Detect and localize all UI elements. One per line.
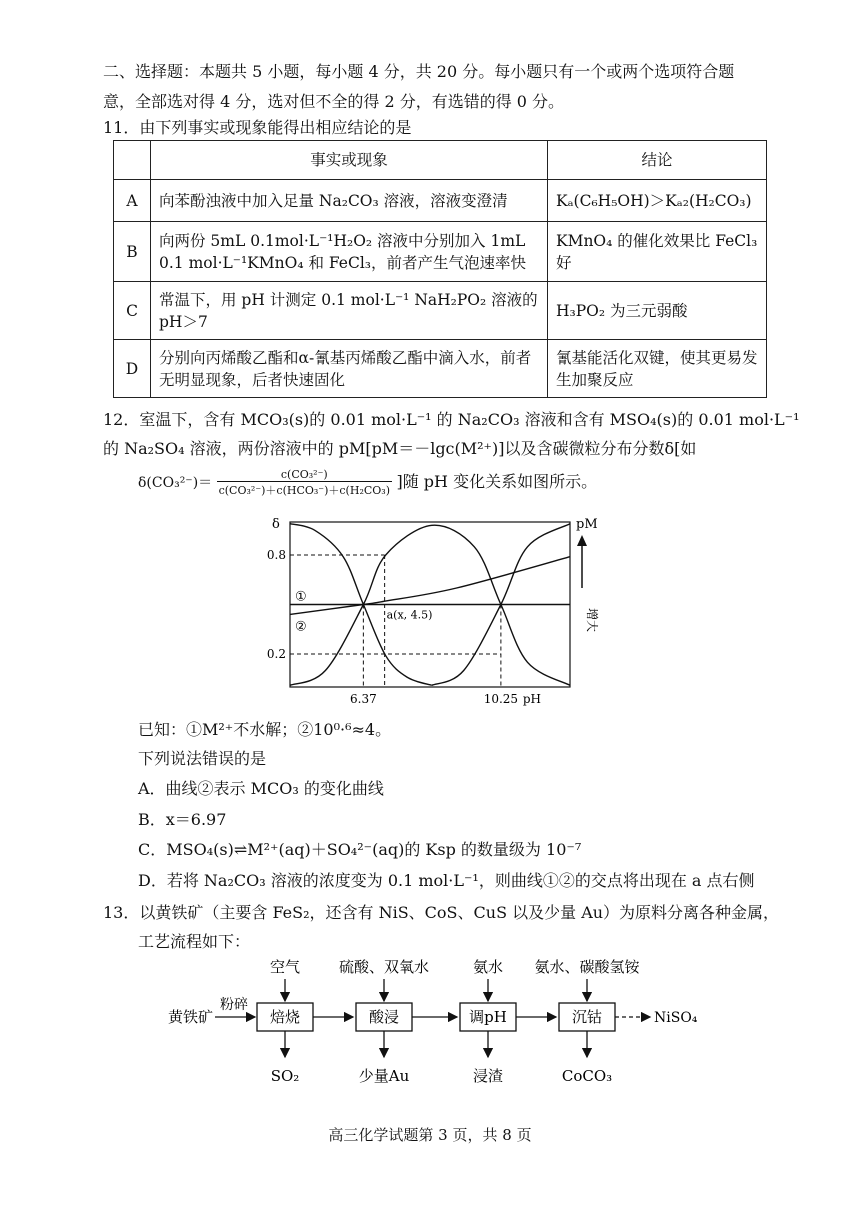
y-axis-label-delta: δ <box>272 517 280 532</box>
x-tick-label: 6.37 <box>350 692 377 706</box>
y-axis-label-pm: pM <box>576 517 598 532</box>
flow-input: 黄铁矿 <box>168 1008 214 1026</box>
q12-option-d: D．若将 Na₂CO₃ 溶液的浓度变为 0.1 mol·L⁻¹，则曲线①②的交点将出现在 a 点右侧 <box>138 871 755 890</box>
header-fact: 事实或现象 <box>151 141 548 180</box>
ph-distribution-chart <box>260 510 600 710</box>
flow-input-step: 粉碎 <box>220 997 248 1013</box>
row-fact: 常温下，用 pH 计测定 0.1 mol·L⁻¹ NaH₂PO₂ 溶液的 pH＞7 <box>151 282 548 340</box>
y-tick-label: 0.2 <box>266 647 286 661</box>
flow-box-cobalt-label: 沉钴 <box>571 1008 603 1026</box>
series-line-4 <box>290 557 570 615</box>
curve-label-1: ① <box>295 589 307 605</box>
flow-box-roast-label: 焙烧 <box>269 1008 301 1026</box>
q12-option-b: B．x＝6.97 <box>138 810 227 829</box>
section-instruction-2: 意，全部选对得 4 分，选对但不全的得 2 分，有选错的得 0 分。 <box>103 92 565 111</box>
flow-bottom-label: SO₂ <box>270 1067 300 1085</box>
table-row <box>114 282 767 340</box>
q12-stem-2: 的 Na₂SO₄ 溶液，两份溶液中的 pM[pM＝－lgc(M²⁺)]以及含碳微粒分布分数δ[如 <box>103 439 697 458</box>
row-conclusion: 氰基能活化双键，使其更易发生加聚反应 <box>548 340 767 398</box>
flow-box-leach-label: 酸浸 <box>368 1008 400 1026</box>
formula-lhs: δ(CO₃²⁻)＝ <box>138 475 213 491</box>
q12-stem-1: 12．室温下，含有 MCO₃(s)的 0.01 mol·L⁻¹ 的 Na₂CO₃ 溶液和含有 MSO₄(s)的 0.01 mol·L⁻¹ <box>103 410 800 429</box>
flow-top-label: 空气 <box>269 958 301 976</box>
table-row <box>114 180 767 222</box>
row-conclusion: H₃PO₂ 为三元弱酸 <box>548 282 767 340</box>
formula-denominator: c(CO₃²⁻)＋c(HCO₃⁻)＋c(H₂CO₃) <box>218 484 390 497</box>
series-line-1 <box>290 525 570 685</box>
table-header-row <box>114 141 767 180</box>
flow-box-ph-label: 调pH <box>469 1008 507 1026</box>
row-conclusion: KMnO₄ 的催化效果比 FeCl₃ 好 <box>548 222 767 282</box>
formula-fraction <box>217 468 392 498</box>
flow-top-label: 氨水、碳酸氢铵 <box>534 958 640 976</box>
page-footer: 高三化学试题第 3 页，共 8 页 <box>328 1126 532 1144</box>
row-label: C <box>114 282 151 340</box>
x-tick-label: 10.25 <box>483 692 519 706</box>
q11-table <box>113 140 767 398</box>
q13-stem-2: 工艺流程如下： <box>138 932 251 951</box>
table-row <box>114 222 767 282</box>
row-fact: 分别向丙烯酸乙酯和α-氰基丙烯酸乙酯中滴入水，前者无明显现象，后者快速固化 <box>151 340 548 398</box>
flow-bottom-label: 少量Au <box>358 1067 410 1085</box>
flow-bottom-label: CoCO₃ <box>561 1067 613 1085</box>
row-conclusion: Kₐ(C₆H₅OH)＞Kₐ₂(H₂CO₃) <box>548 180 767 222</box>
curve-label-2: ② <box>295 619 307 635</box>
row-fact: 向苯酚浊液中加入足量 Na₂CO₃ 溶液，溶液变澄清 <box>151 180 548 222</box>
q12-option-a: A．曲线②表示 MCO₃ 的变化曲线 <box>138 779 384 798</box>
q11-stem: 11．由下列事实或现象能得出相应结论的是 <box>103 118 412 137</box>
row-label: B <box>114 222 151 282</box>
y-tick-label: 0.8 <box>266 548 286 562</box>
header-conclusion: 结论 <box>548 141 767 180</box>
pm-arrow-head <box>577 535 587 546</box>
row-label: D <box>114 340 151 398</box>
point-a-label: a(x, 4.5) <box>386 608 433 622</box>
q13-stem-1: 13．以黄铁矿（主要含 FeS₂，还含有 NiS、CoS、CuS 以及少量 Au）为原料分离各种金属， <box>103 903 780 922</box>
q12-ask: 下列说法错误的是 <box>138 749 267 768</box>
x-axis-label: pH <box>522 692 542 706</box>
row-fact: 向两份 5mL 0.1mol·L⁻¹H₂O₂ 溶液中分别加入 1mL 0.1 mol·L⁻¹KMnO₄ 和 FeCl₃，前者产生气泡速率快 <box>151 222 548 282</box>
delta-formula <box>138 468 597 498</box>
row-label: A <box>114 180 151 222</box>
flow-top-label: 氨水 <box>472 958 504 976</box>
q12-known: 已知：①M²⁺不水解；②10⁰·⁶≈4。 <box>138 720 392 739</box>
pm-increase-label: 增大 <box>585 608 599 633</box>
q12-option-c: C．MSO₄(s)⇌M²⁺(aq)＋SO₄²⁻(aq)的 Ksp 的数量级为 10⁻⁷ <box>138 840 582 859</box>
section-instruction-1: 二、选择题：本题共 5 小题，每小题 4 分，共 20 分。每小题只有一个或两个选项符合题 <box>103 62 735 81</box>
table-row <box>114 340 767 398</box>
flow-bottom-label: 浸渣 <box>472 1067 504 1085</box>
flow-output: NiSO₄ <box>654 1010 698 1026</box>
formula-tail: ]随 pH 变化关系如图所示。 <box>396 472 598 491</box>
chart-curves <box>290 524 570 686</box>
process-flow-diagram <box>160 955 760 1095</box>
flow-top-label: 硫酸、双氧水 <box>338 958 430 976</box>
formula-numerator: c(CO₃²⁻) <box>217 468 392 482</box>
